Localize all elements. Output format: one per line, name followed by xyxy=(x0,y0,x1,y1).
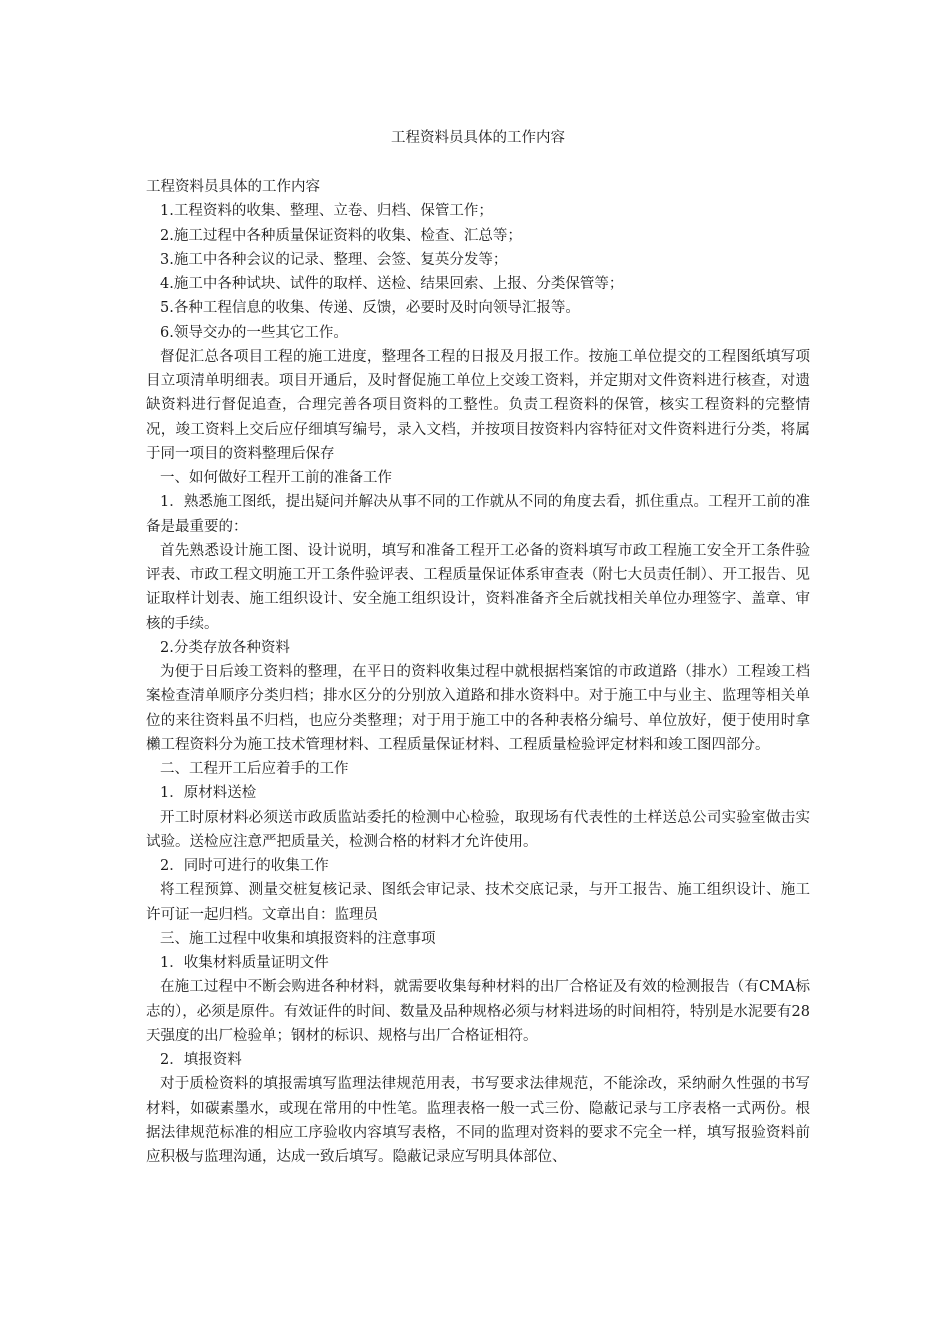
document-title: 工程资料员具体的工作内容 xyxy=(391,130,565,146)
paragraph: 1．收集材料质量证明文件 xyxy=(160,955,329,971)
paragraph: 2.分类存放各种资料 xyxy=(160,639,290,656)
paragraph: 1．熟悉施工图纸，提出疑问并解决从事不同的工作就从不同的角度去看，抓住重点。工程开工前的准备是最重要的： xyxy=(146,494,810,535)
paragraph: 1．原材料送检 xyxy=(160,785,257,802)
paragraph: 首先熟悉设计施工图、设计说明，填写和准备工程开工必备的资料填写市政工程施工安全开工条件验评表、市政工程文明施工开工条件验评表、工程质量保证体系审查表（附七大员责任制）、开工报告、见证取样计划表、施工组织设计、安全施工组织设计，资料准备齐全后就找相关单位办理签字、盖章、审核的手续。 xyxy=(146,542,810,632)
document-body xyxy=(146,175,810,1169)
paragraph: 3.施工中各种会议的记录、整理、会签、复英分发等； xyxy=(160,251,508,268)
paragraph: 开工时原材料必须送市政质监站委托的检测中心检验，取现场有代表性的土样送总公司实验室做击实试验。送检应注意严把质量关，检测合格的材料才允许使用。 xyxy=(146,809,810,850)
paragraph: 1.工程资料的收集、整理、立卷、归档、保管工作； xyxy=(160,203,493,220)
paragraph: 2．填报资料 xyxy=(160,1052,242,1068)
paragraph: 工程资料员具体的工作内容 xyxy=(146,179,320,195)
paragraph: 三、施工过程中收集和填报资料的注意事项 xyxy=(160,930,436,947)
paragraph: 5.各种工程信息的收集、传递、反馈，必要时及时向领导汇报等。 xyxy=(160,300,580,317)
paragraph: 在施工过程中不断会购进各种材料，就需要收集每种材料的出厂合格证及有效的检测报告（有CMA标志的），必须是原件。有效证件的时间、数量及品种规格必须与材料进场的时间相符，特别是水泥要有28天强度的出厂检验单；钢材的标识、规格与出厂合格证相符。 xyxy=(146,979,810,1044)
paragraph: 2．同时可进行的收集工作 xyxy=(160,858,329,874)
paragraph: 督促汇总各项目工程的施工进度，整理各工程的日报及月报工作。按施工单位提交的工程图纸填写项目立项清单明细表。项目开通后，及时督促施工单位上交竣工资料，并定期对文件资料进行核查，对遗缺资料进行督促追查，合理完善各项目资料的工整性。负责工程资料的保管，核实工程资料的完整情况，竣工资料上交后应仔细填写编号，录入文档，并按项目按资料内容特征对文件资料进行分类，将属于同一项目的资料整理后保存 xyxy=(146,348,810,462)
paragraph: 将工程预算、测量交桩复核记录、图纸会审记录、技术交底记录，与开工报告、施工组织设计、施工许可证一起归档。文章出自：监理员 xyxy=(146,882,810,923)
paragraph: 为便于日后竣工资料的整理，在平日的资料收集过程中就根据档案馆的市政道路（排水）工程竣工档案检查清单顺序分类归档；排水区分的分别放入道路和排水资料中。对于施工中与业主、监理等相关单位的来往资料虽不归档，也应分类整理；对于用于施工中的各种表格分编号、单位放好，便于使用时拿櫴工程资料分为施工技术管理材料、工程质量保证材料、工程质量检验评定材料和竣工图四部分。 xyxy=(146,664,810,753)
paragraph: 一、如何做好工程开工前的准备工作 xyxy=(160,470,392,486)
paragraph: 二、工程开工后应着手的工作 xyxy=(160,761,349,777)
paragraph: 6.领导交办的一些其它工作。 xyxy=(160,324,348,341)
paragraph: 2.施工过程中各种质量保证资料的收集、检查、汇总等； xyxy=(160,227,522,244)
paragraph: 对于质检资料的填报需填写监理法律规范用表，书写要求法律规范，不能涂改，采纳耐久性强的书写材料，如碳素墨水，或现在常用的中性笔。监理表格一般一式三份、隐蔽记录与工序表格一式两份。根据法律规范标准的相应工序验收内容填写表格，不同的监理对资料的要求不完全一样，填写报验资料前应积极与监理沟通，达成一致后填写。隐蔽记录应写明具体部位、 xyxy=(146,1076,810,1165)
paragraph: 4.施工中各种试块、试件的取样、送检、结果回索、上报、分类保管等； xyxy=(160,276,624,292)
